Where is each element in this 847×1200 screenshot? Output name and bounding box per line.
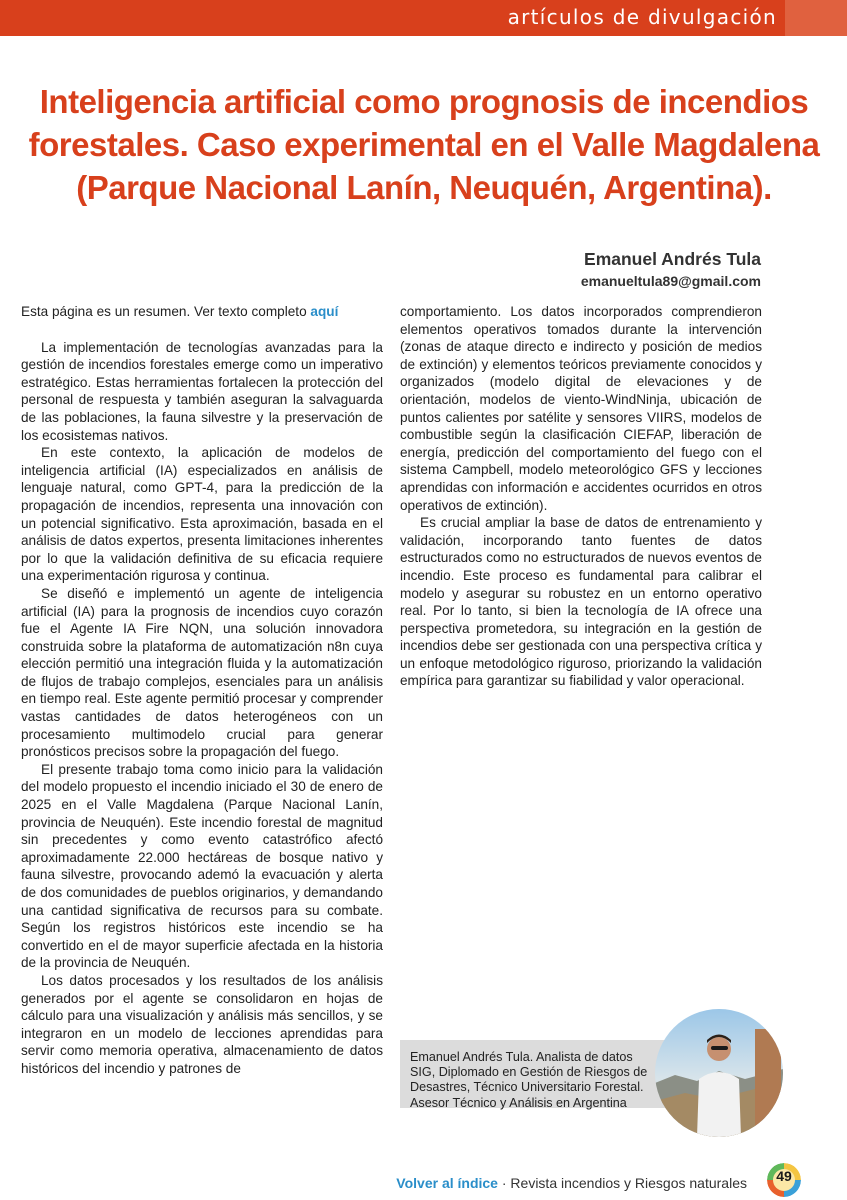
body-paragraph: Se diseñó e implementó un agente de inteligencia artificial (IA) para la prognosis de incendios cuyo corazón fue el Agente IA Fire NQN, una solución innovadora construida sobre la plataforma de automatización n8n cuya elección permitió una integración fluida y la automatización de flujos de trabajo complejos, esenciales para un análisis en tiempo real. Este agente permitió procesar y comprender vastas cantidades de datos heterogéneos con un procesamiento multimodelo crucial para generar pronósticos precisos sobre la propagación del fuego. <box>21 585 383 760</box>
full-text-link[interactable]: aquí <box>310 304 339 319</box>
summary-note-text: Esta página es un resumen. Ver texto completo <box>21 304 307 319</box>
summary-note <box>21 303 383 321</box>
body-paragraph: Los datos procesados y los resultados de los análisis generados por el agente se consolidaron en hojas de cálculo para una visualización y análisis más sencillos, y se integraron en un modelo de lecciones aprendidas para servir como memoria operativa, almacenamiento de datos históricos del incendio y patrones de <box>21 972 383 1076</box>
body-paragraph: comportamiento. Los datos incorporados comprendieron elementos operativos tomados durante la intervención (zonas de ataque directo e indirecto y posición de medios de extinción) y elementos teóricos previamente conocidos y organizados (modelo digital de elevaciones y de orientación, modelos de viento-WindNinja, ubicación de puntos calientes por satélite y sensores VIIRS, modelos de combustible según la clasificación CIEFAP, liberación de energía, predicción del comportamiento del fuego con el sistema Campbell, modelo meteorológico GFS y lecciones aprendidas con información e accidentes ocurridos en otros operativos de extinción). <box>400 304 762 513</box>
left-column <box>21 303 383 1078</box>
body-paragraph: El presente trabajo toma como inicio para la validación del modelo propuesto el incendio iniciado el 30 de enero de 2025 en el Valle Magdalena (Parque Nacional Lanín, provincia de Neuquén). Este incendio forestal de magnitud sin precedentes y como evento catastrófico afectó aproximadamente 22.000 hectáreas de bosque nativo y fauna silvestre, provocando ademó la evacuación y alerta de dos comunidades de pueblos originarios, y demandando una cantidad significativa de recursos para su combate. Según los registros históricos este incendio se ha convertido en el de mayor superficie afectada en la historia de la provincia de Neuquén. <box>21 761 383 971</box>
right-column <box>400 303 762 690</box>
page-number: 49 <box>776 1168 792 1184</box>
section-header-bar-tail <box>785 0 847 36</box>
author-bio: Emanuel Andrés Tula. Analista de datos SIG, Diplomado en Gestión de Riesgos de Desastres, Técnico Universitario Forestal. Asesor Técnico y Análisis en Argentina <box>410 1050 648 1110</box>
body-paragraph: La implementación de tecnologías avanzadas para la gestión de incendios forestales emerge como un imperativo estratégico. Estas herramientas fortalecen la protección del personal de respuesta y también aseguran la salvaguarda de las poblaciones, la fauna silvestre y la preservación de los ecosistemas nativos. <box>21 339 383 443</box>
section-label: artículos de divulgación <box>507 5 777 29</box>
body-paragraph: En este contexto, la aplicación de modelos de inteligencia artificial (IA) especializados en análisis de lenguaje natural, como GPT-4, para la predicción de la propagación de incendios, representa una innovación con un potencial significativo. Esta aproximación, basada en el análisis de datos expertos, presenta limitaciones inherentes por lo que la validación definitiva de su eficacia requiere una experimentación rigurosa y continua. <box>21 445 383 584</box>
page-footer <box>396 1175 747 1191</box>
author-email[interactable]: emanueltula89@gmail.com <box>580 273 761 289</box>
author-photo <box>655 1009 783 1137</box>
body-paragraph: Es crucial ampliar la base de datos de entrenamiento y validación, incorporando tanto fuentes de datos estructurados como no estructurados de nuevos eventos de incendio. Este proceso es fundamental para calibrar el modelo y asegurar su robustez en un entorno operativo real. Por lo tanto, si bien la tecnología de IA ofrece una perspectiva prometedora, su integración en la gestión de incendios debe ser gestionada con una perspectiva crítica y un enfoque metodológico riguroso, priorizando la validación empírica para garantizar su fiabilidad y valor operacional. <box>400 515 762 689</box>
article-title: Inteligencia artificial como prognosis de incendios forestales. Caso experimental en el Valle Magdalena (Parque Nacional Lanín, Neuquén, Argentina). <box>28 83 820 206</box>
author-photo-illustration <box>655 1009 783 1137</box>
footer-separator: · <box>497 1175 511 1191</box>
back-to-index-link[interactable]: Volver al índice <box>396 1175 498 1191</box>
author-name: Emanuel Andrés Tula <box>584 249 761 269</box>
journal-name: Revista incendios y Riesgos naturales <box>510 1175 747 1191</box>
